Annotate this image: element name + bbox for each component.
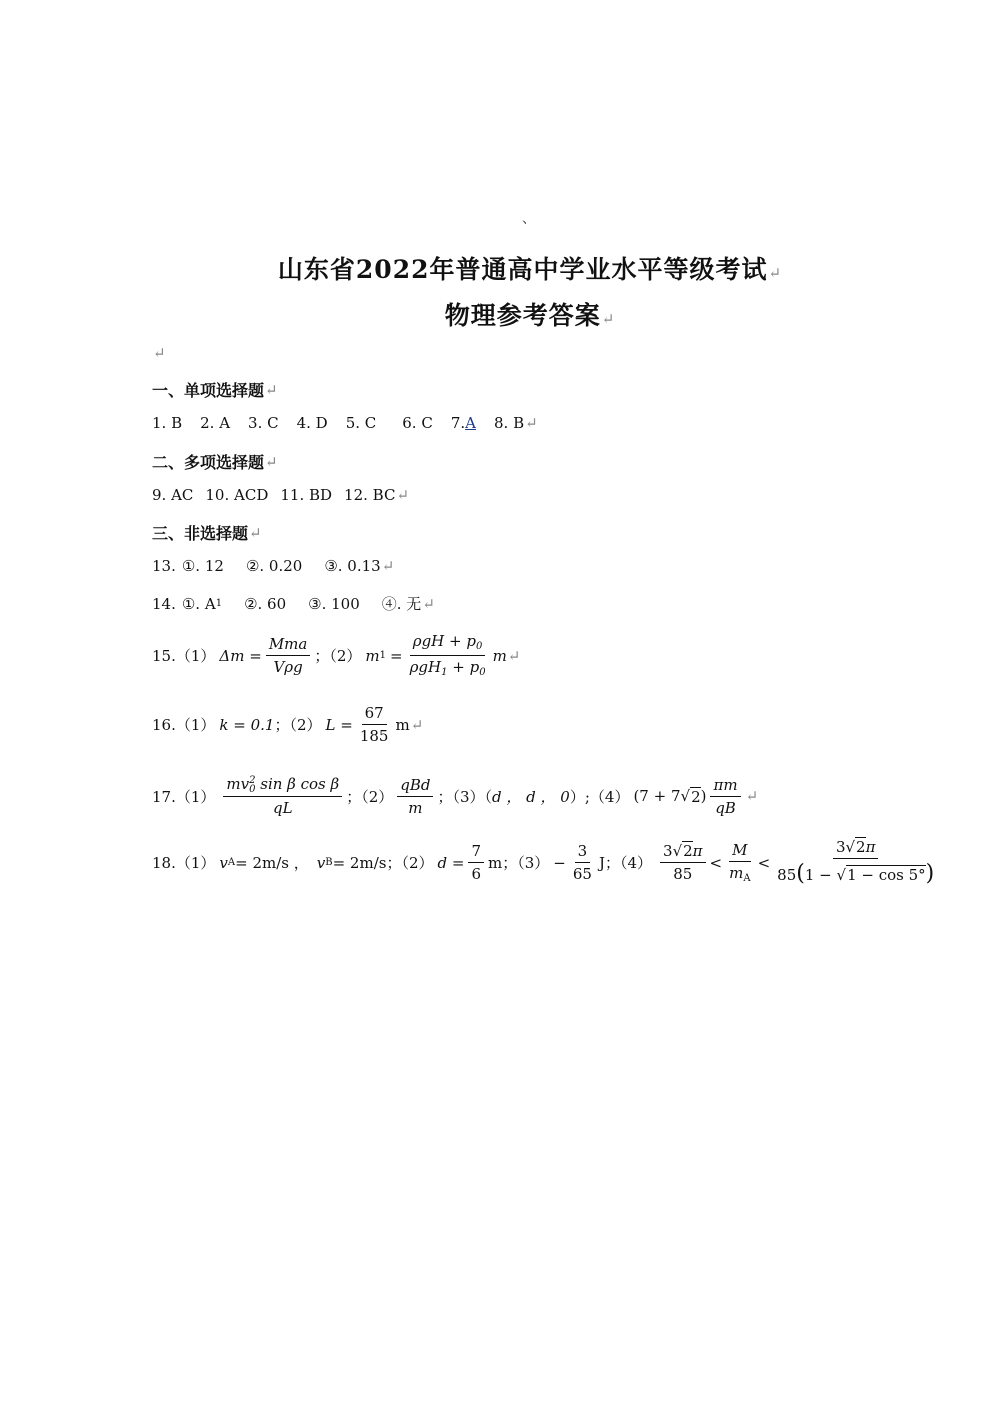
answer-6: 6. C — [402, 414, 433, 432]
document-subtitle — [0, 296, 1000, 332]
answer-15: 15.（1） Δm = $\frac{\text{Mma}}{\text{Vρg}}$ ；（2） m 1 = $\frac{\rho gH + p_0}{\rho gH_1 + p_0}$ m ↵ — [152, 632, 521, 678]
answer-17: 17.（1） mv 2 0 sin β cos β qL ；（2） $\frac{\text{qBd}}{m}$ ；（3）（ d ， d ， 0 ）;（4） (7 + 7 √ 2 ) $\frac{\pi m}{qB}$ ↵ — [152, 775, 759, 817]
answer-7-value: A — [465, 414, 476, 432]
multi-choice-answers: 9. AC 10. ACD 11. BD 12. BC ↵ — [152, 486, 410, 504]
fraction: $\frac{3√2\pi}{85(1 - √1 - \cos 5^\circ)}$ — [777, 838, 935, 886]
subtitle-text: 物理参考答案 — [444, 301, 601, 330]
fraction: $\frac{\text{qBd}}{m}$ — [397, 776, 433, 817]
fraction: mv 2 0 sin β cos β qL — [223, 775, 342, 817]
answer-10: 10. ACD — [205, 486, 269, 504]
answer-7-label: 7. — [450, 414, 466, 432]
answer-1: 1. B — [152, 414, 183, 432]
answer-8: 8. B — [493, 414, 525, 432]
fraction: $\frac{M}{m_A}$ — [729, 840, 751, 884]
tick-mark: 、 — [522, 211, 536, 227]
section-heading-single: 一、单项选择题 ↵ — [152, 380, 278, 400]
fraction: $\frac{3√2\pi}{85}$ — [660, 842, 706, 883]
fraction: $\frac{\text{Mma}}{\text{Vρg}}$ — [266, 635, 311, 676]
answer-13: 13. ①. 12 ②. 0.20 ③. 0.13 ↵ — [152, 557, 395, 575]
answer-18: 18.（1） v A = 2m/s ， v B = 2m/s ；（2） d = $\frac{7}{6}$ m ；（3） − $\frac{3}{65}$ J ；（4） $\frac{3√2\pi}{85}$ < $\frac{M}{m_A}$ < $\frac{3√2\pi}{85(1 - √1 - \cos 5^\circ)}$ — [152, 838, 941, 887]
return-mark: ↵ — [153, 344, 166, 362]
return-mark: ↵ — [601, 310, 616, 328]
fraction: $\frac{67}{185}$ — [359, 704, 389, 745]
answer-2: 2. A — [200, 414, 231, 432]
single-choice-answers: 1. B 2. A 3. C 4. D 5. C 6. C 7. A 8. B ↵ — [152, 414, 538, 432]
answer-3: 3. C — [248, 414, 279, 432]
answer-9: 9. AC — [152, 486, 194, 504]
title-text: 山东省2022年普通高中学业水平等级考试 — [277, 255, 768, 284]
section-heading-multi: 二、多项选择题 ↵ — [152, 452, 278, 472]
answer-11: 11. BD — [280, 486, 333, 504]
answer-12: 12. BC — [344, 486, 396, 504]
fraction: $\frac{\rho gH + p_0}{\rho gH_1 + p_0}$ — [409, 632, 486, 678]
return-mark: ↵ — [768, 264, 783, 282]
answer-16: 16.（1） k = 0.1 ；（2） L = $\frac{67}{185}$ m ↵ — [152, 704, 424, 745]
fraction: $\frac{7}{6}$ — [468, 842, 484, 883]
blank-line — [152, 344, 166, 362]
section-heading-nonchoice: 三、非选择题 ↵ — [152, 523, 262, 543]
answer-5: 5. C — [345, 414, 377, 432]
document-title — [0, 250, 1000, 286]
fraction: $\frac{\pi m}{qB}$ — [710, 776, 740, 817]
fraction: $\frac{3}{65}$ — [572, 842, 592, 884]
answer-14: 14. ①. A 1 ②. 60 ③. 100 ④. 无 ↵ — [152, 594, 435, 613]
answer-4: 4. D — [296, 414, 328, 432]
